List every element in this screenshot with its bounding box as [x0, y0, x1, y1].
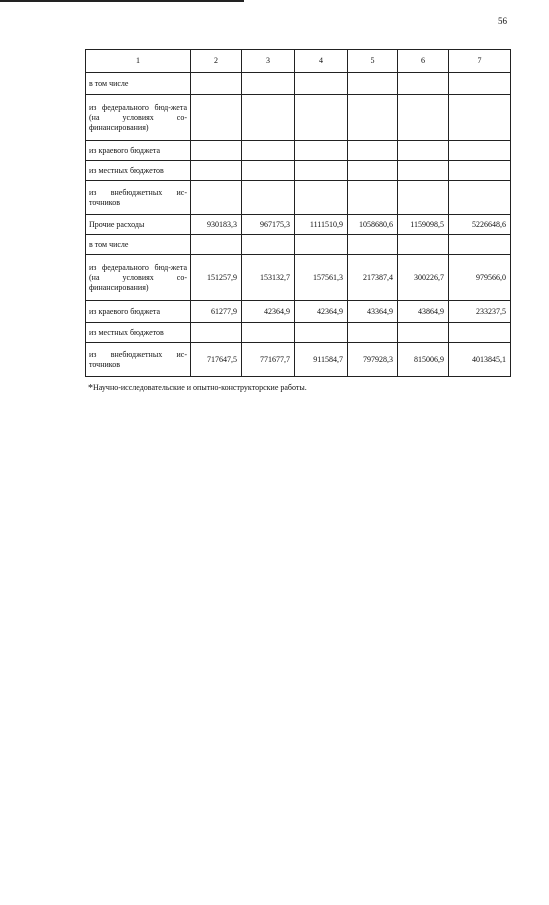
table-cell: [449, 73, 511, 95]
table-cell: [191, 235, 242, 255]
table-cell: 151257,9: [191, 255, 242, 301]
table-cell: [449, 181, 511, 215]
table-cell: [191, 323, 242, 343]
table-cell: [295, 95, 348, 141]
table-cell: 815006,9: [398, 343, 449, 377]
table-cell: [348, 235, 398, 255]
row-label: из местных бюджетов: [86, 323, 191, 343]
table-cell: [348, 73, 398, 95]
column-header: 2: [191, 50, 242, 73]
row-label: из местных бюджетов: [86, 161, 191, 181]
table-cell: 911584,7: [295, 343, 348, 377]
table-cell: 979566,0: [449, 255, 511, 301]
table-row: [86, 215, 511, 235]
column-header: 1: [86, 50, 191, 73]
table-cell: [398, 95, 449, 141]
row-label: в том числе: [86, 73, 191, 95]
table-row: [86, 141, 511, 161]
table-cell: 217387,4: [348, 255, 398, 301]
row-label: из федерального бюд-жета (на условиях со-финансирования): [86, 95, 191, 141]
table-cell: [242, 95, 295, 141]
table-cell: [295, 235, 348, 255]
table-cell: 61277,9: [191, 301, 242, 323]
table-row: [86, 323, 511, 343]
table-cell: 967175,3: [242, 215, 295, 235]
row-label: из федерального бюд-жета (на условиях со-финансирования): [86, 255, 191, 301]
table-cell: [398, 235, 449, 255]
table-row: [86, 161, 511, 181]
budget-table: [85, 49, 511, 377]
table-cell: [348, 161, 398, 181]
row-label: из краевого бюджета: [86, 301, 191, 323]
table-cell: 4013845,1: [449, 343, 511, 377]
table-cell: [191, 181, 242, 215]
row-label: из внебюджетных ис-точников: [86, 181, 191, 215]
table-row: [86, 235, 511, 255]
table-cell: [449, 141, 511, 161]
table-cell: [295, 141, 348, 161]
table-cell: [449, 235, 511, 255]
table-row: [86, 181, 511, 215]
row-label: из внебюджетных ис-точников: [86, 343, 191, 377]
page-number: 56: [498, 16, 507, 26]
table-cell: [242, 235, 295, 255]
row-label: из краевого бюджета: [86, 141, 191, 161]
table-cell: [398, 323, 449, 343]
table-row: [86, 255, 511, 301]
column-header: 7: [449, 50, 511, 73]
table-cell: 1058680,6: [348, 215, 398, 235]
table-cell: [191, 161, 242, 181]
column-header: 4: [295, 50, 348, 73]
table-cell: [449, 161, 511, 181]
table-cell: [242, 323, 295, 343]
table-cell: 157561,3: [295, 255, 348, 301]
table-row: [86, 343, 511, 377]
table-cell: [295, 161, 348, 181]
table-cell: 771677,7: [242, 343, 295, 377]
table-cell: 1111510,9: [295, 215, 348, 235]
table-cell: [242, 181, 295, 215]
table-cell: [191, 95, 242, 141]
table-cell: 233237,5: [449, 301, 511, 323]
table-cell: [295, 73, 348, 95]
table-cell: 5226648,6: [449, 215, 511, 235]
table-row: [86, 73, 511, 95]
table-cell: [398, 181, 449, 215]
table-cell: [242, 161, 295, 181]
table-cell: 1159098,5: [398, 215, 449, 235]
table-cell: 300226,7: [398, 255, 449, 301]
table-cell: [398, 161, 449, 181]
table-cell: [348, 323, 398, 343]
table-cell: [191, 141, 242, 161]
table-cell: [295, 181, 348, 215]
table-row: [86, 95, 511, 141]
row-label: в том числе: [86, 235, 191, 255]
table-cell: [398, 73, 449, 95]
table-cell: [295, 323, 348, 343]
table-cell: [398, 141, 449, 161]
row-label: Прочие расходы: [86, 215, 191, 235]
footnote-mark: *: [88, 383, 93, 394]
table-cell: [348, 95, 398, 141]
table-cell: 930183,3: [191, 215, 242, 235]
column-header: 3: [242, 50, 295, 73]
table-cell: [191, 73, 242, 95]
table-cell: [348, 181, 398, 215]
column-header: 5: [348, 50, 398, 73]
header-row: [86, 50, 511, 73]
table-cell: [242, 73, 295, 95]
table-cell: [449, 323, 511, 343]
table-cell: 153132,7: [242, 255, 295, 301]
top-rule: [0, 0, 244, 2]
column-header: 6: [398, 50, 449, 73]
table-cell: [449, 95, 511, 141]
footnote: [88, 383, 307, 394]
table-cell: 43864,9: [398, 301, 449, 323]
table-cell: [242, 141, 295, 161]
footnote-text: Научно-исследовательские и опытно-конструкторские работы.: [93, 383, 307, 392]
table-cell: 42364,9: [242, 301, 295, 323]
table-cell: 717647,5: [191, 343, 242, 377]
table-cell: 43364,9: [348, 301, 398, 323]
table-cell: [348, 141, 398, 161]
table-cell: 42364,9: [295, 301, 348, 323]
table-row: [86, 301, 511, 323]
table-cell: 797928,3: [348, 343, 398, 377]
